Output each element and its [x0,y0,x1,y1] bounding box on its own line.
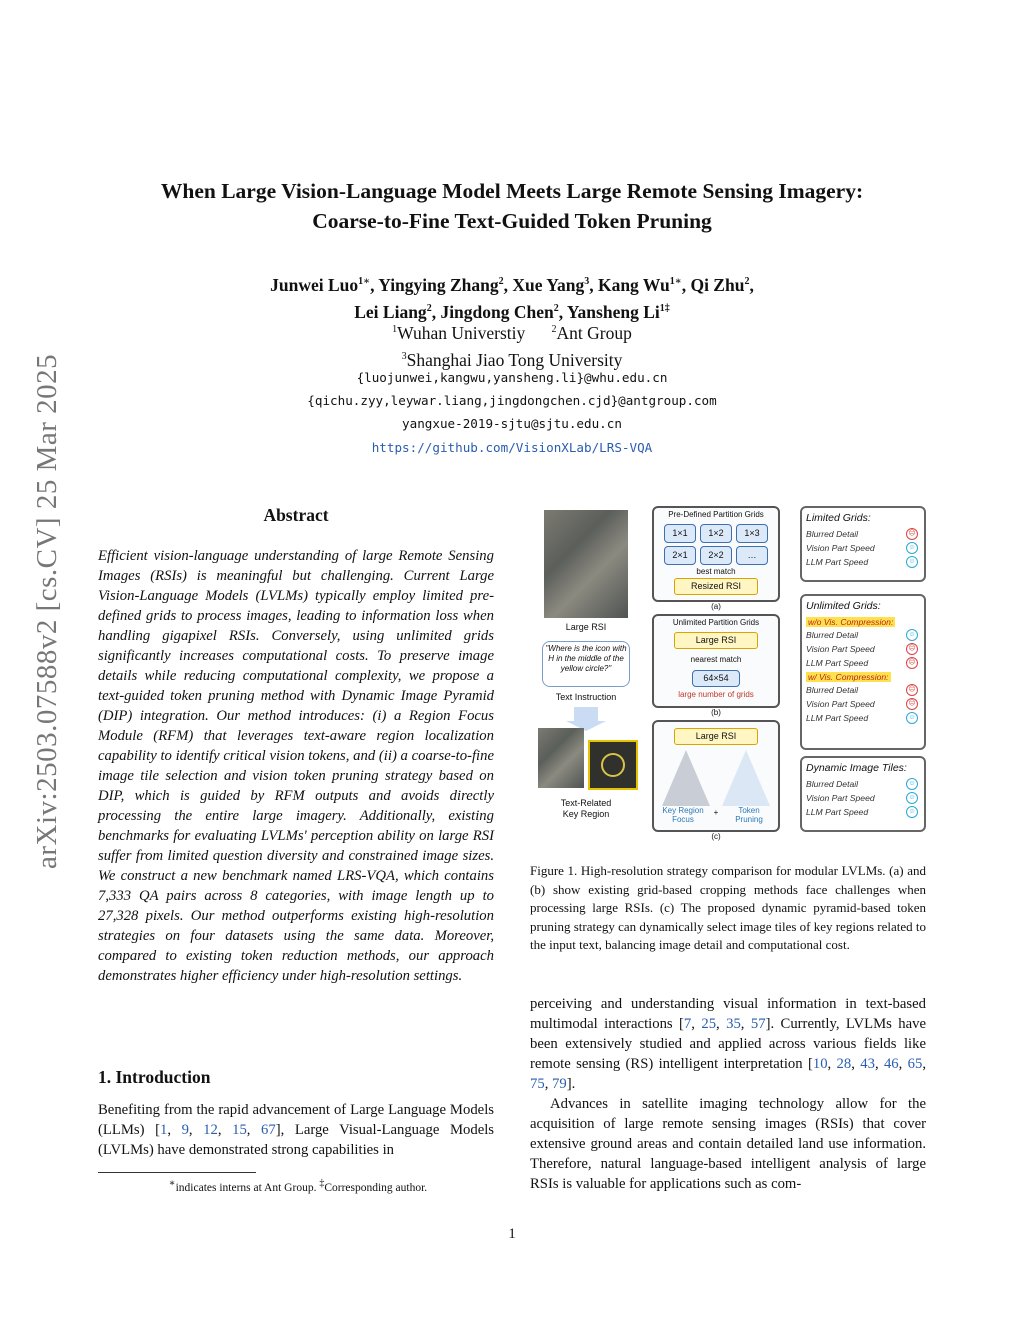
pyramid-right-icon [722,750,770,806]
footnote: ∗indicates interns at Ant Group. ‡Corresponding author. [168,1178,428,1194]
sad-face-icon: ☹ [906,528,918,540]
email-line-2: {qichu.zyy,leywar.liang,jingdongchen.cjd}@antgroup.com [307,393,717,408]
citation-link[interactable]: 67 [261,1122,276,1138]
key-region-label: Key Region [562,809,610,819]
happy-face-icon: ☺ [906,556,918,568]
happy-face-icon: ☺ [906,792,918,804]
grid-1x1: 1×1 [664,524,696,543]
title-line-2: Coarse-to-Fine Text-Guided Token Pruning [312,209,712,233]
label-b: (b) [711,708,721,717]
token-pruning-label: Token Pruning [735,806,763,824]
citation-link[interactable]: 10 [812,1056,828,1072]
citation-link[interactable]: 12 [203,1122,218,1138]
citation-link[interactable]: 1 [159,1122,168,1138]
label-a: (a) [711,602,721,611]
grid-more: … [736,546,768,565]
yellow-circle-icon [601,753,625,777]
footnote-rule [98,1172,256,1173]
text-related-image [538,728,584,788]
large-rsi-image [544,510,628,618]
citation-link[interactable]: 28 [836,1056,852,1072]
section-heading-introduction: 1. Introduction [98,1067,211,1087]
plus-label: + [713,808,719,817]
citation-link[interactable]: 65 [907,1056,923,1072]
author-line-1: Junwei Luo$^{1∗}$, Yingying Zhang$^2$, Xue Yang$^3$, Kang $Wu^{1∗}$, Qi Zhu$^2$, [270,274,754,295]
arxiv-identifier: arXiv:2503.07588v2 [cs.CV] 25 Mar 2025 [31,353,63,869]
grid-2x2: 2×2 [700,546,732,565]
citation-link[interactable]: 35 [726,1016,741,1032]
arrow-down-icon [574,707,598,721]
right-column-text: perceiving and understanding visual information in text-based multimodal interactions [7, 25, 35, 57]. Currently, LVLMs have been extensively studied and applied across various fields like remote sensing (RS) intelligent interpretation [10, 28, 43, 46, 65, 75, 79]. Advances in satellite imaging technology allow for the acquisition of large remote sensing images (RSIs) that cover extensive ground areas and contain detailed land use information. Therefore, natural language-based intelligent analysis of large RSIs is valuable for applications such as com- [530,996,927,1192]
affiliations: $^1$Wuhan Universtiy $^2$Ant Group $^3$Shanghai Jiao Tong University [392,322,632,370]
grid-2x1: 2×1 [664,546,696,565]
citation-link[interactable]: 25 [701,1016,717,1032]
figure-caption: Figure 1. High-resolution strategy comparison for modular LVLMs. (a) and (b) show existing grid-based cropping methods face challenges when processing large RSIs. (c) The proposed dynamic pyramid-based token pruning strategy can dynamically select image tiles of key regions related to the input text, balancing image detail and computational cost. [530,863,927,952]
citation-link[interactable]: 9 [181,1122,189,1138]
happy-face-icon: ☺ [906,629,918,641]
citation-link[interactable]: 43 [860,1056,875,1072]
sad-face-icon: ☹ [906,684,918,696]
grid-1x3: 1×3 [736,524,768,543]
paper-title [80,176,944,236]
panel-c [652,720,780,832]
key-region-focus-label: Key Region Focus [662,806,704,824]
text-related-label: Text-Related [560,798,612,808]
panel-a [652,506,780,602]
citation-link[interactable]: 7 [683,1016,692,1032]
sad-face-icon: ☹ [906,698,918,710]
large-number-label: large number of grids [678,690,754,699]
pyramid-left-icon [662,750,710,806]
key-region-crop [588,740,638,790]
large-rsi-box-b: Large RSI [674,632,758,649]
citation-link[interactable]: 15 [232,1122,247,1138]
grid-64x54: 64×54 [692,670,740,687]
citation-link[interactable]: 75 [530,1076,545,1092]
happy-face-icon: ☺ [906,778,918,790]
author-line-2: Lei Liang$^2$, Jingdong Chen$^2$, Yansheng $Li^{1\ddagger}$ [354,301,670,322]
email-line-1: {luojunwei,kangwu,yansheng.li}@whu.edu.cn [356,370,668,385]
text-instruction-bubble: "Where is the icon with H in the middle of the yellow circle?" [542,641,630,687]
nearest-match-label: nearest match [690,655,742,664]
email-line-3: yangxue-2019-sjtu@sjtu.edu.cn [402,416,622,431]
abstract-heading: Abstract [263,505,329,525]
unlimited-grids-title: Unlimited Partition Grids [672,618,760,627]
abstract-body: Efficient vision-language understanding of large Remote Sensing Images (RSIs) is meaningful but challenging. Current Large Vision-Language Models (LVLMs) typically employ limited pre-defined grids to process images, leading to information loss when handling gigapixel RSIs. Conversely, using unlimited grids significantly increases computational costs. To preserve image details while reducing computational complexity, we propose a text-guided token pruning method with Dynamic Image Pyramid (DIP) integration. Our method introduces: (i) a Region Focus Module (RFM) that leverages text-aware region localization capability to identify critical vision tokens, and (ii) a coarse-to-fine image tile selection and vision token pruning strategy based on DIP, which is guided by RFM outputs and avoids directly processing the entire large imagery. Additionally, existing benchmarks for evaluating LVLMs' perception ability on large RSI suffer from limited question diversity and constrained image sizes. We construct a new benchmark named LRS-VQA, which contains 7,333 QA pairs across 8 categories, with image length up to 27,328 pixels. Our method outperforms existing high-resolution strategies on four datasets using the same data. Moreover, compared to existing token reduction methods, our approach demonstrates higher efficiency under high-resolution settings. [98,548,494,984]
citation-link[interactable]: 57 [750,1016,766,1032]
happy-face-icon: ☺ [906,712,918,724]
best-match-label: best match [696,567,736,576]
page-number: 1 [508,1226,516,1242]
grid-1x2: 1×2 [700,524,732,543]
sad-face-icon: ☹ [906,643,918,655]
label-c: (c) [711,832,721,841]
title-line-1: When Large Vision-Language Model Meets Large Remote Sensing Imagery: [160,179,864,203]
panel-b [652,614,780,708]
figure-1 [530,502,930,852]
limited-grids-box: Limited Grids: Blurred Detail ☹ Vision Part Speed ☺ LLM Part Speed ☺ [800,506,926,582]
dynamic-image-tiles-box: Dynamic Image Tiles: Blurred Detail ☺ Vision Part Speed ☺ LLM Part Speed ☺ [800,756,926,832]
resized-rsi-box: Resized RSI [674,578,758,595]
github-link[interactable]: https://github.com/VisionXLab/LRS-VQA [371,440,653,455]
unlimited-grids-box: Unlimited Grids: w/o Vis. Compression: Blurred Detail ☺ Vision Part Speed ☹ LLM Part Speed ☹ w/ Vis. Compression: Blurred Detail ☹ Vision Part Speed ☹ LLM Part Speed ☺ [800,594,926,750]
sad-face-icon: ☹ [906,657,918,669]
intro-paragraph: Benefiting from the rapid advancement of Large Language Models (LLMs) [1, 9, 12, 15, 67], Large Visual-Language Models (LVLMs) have demonstrated strong capabilities in [98,1102,495,1158]
happy-face-icon: ☺ [906,806,918,818]
author-list [150,270,874,324]
text-instruction-label: Text Instruction [555,692,617,702]
citation-link[interactable]: 79 [552,1076,567,1092]
citation-link[interactable]: 46 [883,1056,899,1072]
large-rsi-label: Large RSI [565,622,607,632]
large-rsi-box-c: Large RSI [674,728,758,745]
happy-face-icon: ☺ [906,542,918,554]
predefined-grids-title: Pre-Defined Partition Grids [668,510,764,519]
